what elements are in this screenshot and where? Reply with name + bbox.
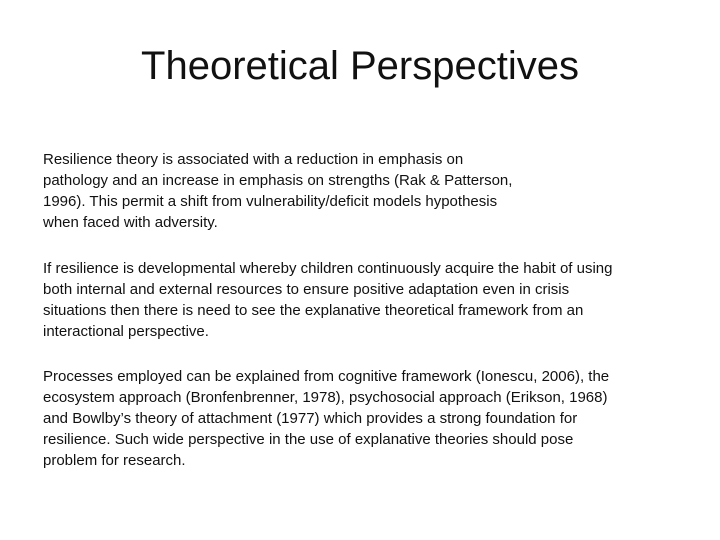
paragraph-processes bbox=[43, 366, 609, 471]
paragraph-line: both internal and external resources to ensure positive adaptation even in crisis bbox=[43, 281, 570, 298]
paragraph-line: ecosystem approach (Bronfenbrenner, 1978), psychosocial approach (Erikson, 1968) bbox=[43, 389, 608, 406]
paragraph-line: pathology and an increase in emphasis on strengths (Rak & Patterson, bbox=[43, 172, 513, 189]
paragraph-line: when faced with adversity. bbox=[43, 214, 218, 231]
paragraph-line: If resilience is developmental whereby children continuously acquire the habit of using bbox=[43, 260, 613, 277]
paragraph-line: Resilience theory is associated with a reduction in emphasis on bbox=[43, 151, 464, 168]
paragraph-resilience-theory bbox=[43, 149, 512, 233]
paragraph-line: situations then there is need to see the explanative theoretical framework from an bbox=[43, 302, 584, 319]
paragraph-line: interactional perspective. bbox=[43, 323, 209, 340]
paragraph-line: and Bowlby’s theory of attachment (1977) which provides a strong foundation for bbox=[43, 410, 578, 427]
paragraph-line: problem for research. bbox=[43, 452, 186, 469]
paragraph-line: 1996). This permit a shift from vulnerability/deficit models hypothesis bbox=[43, 193, 498, 210]
paragraph-developmental bbox=[43, 258, 613, 342]
paragraph-line: resilience. Such wide perspective in the use of explanative theories should pose bbox=[43, 431, 574, 448]
paragraph-line: Processes employed can be explained from cognitive framework (Ionescu, 2006), the bbox=[43, 368, 610, 385]
slide-title: Theoretical Perspectives bbox=[141, 44, 579, 88]
